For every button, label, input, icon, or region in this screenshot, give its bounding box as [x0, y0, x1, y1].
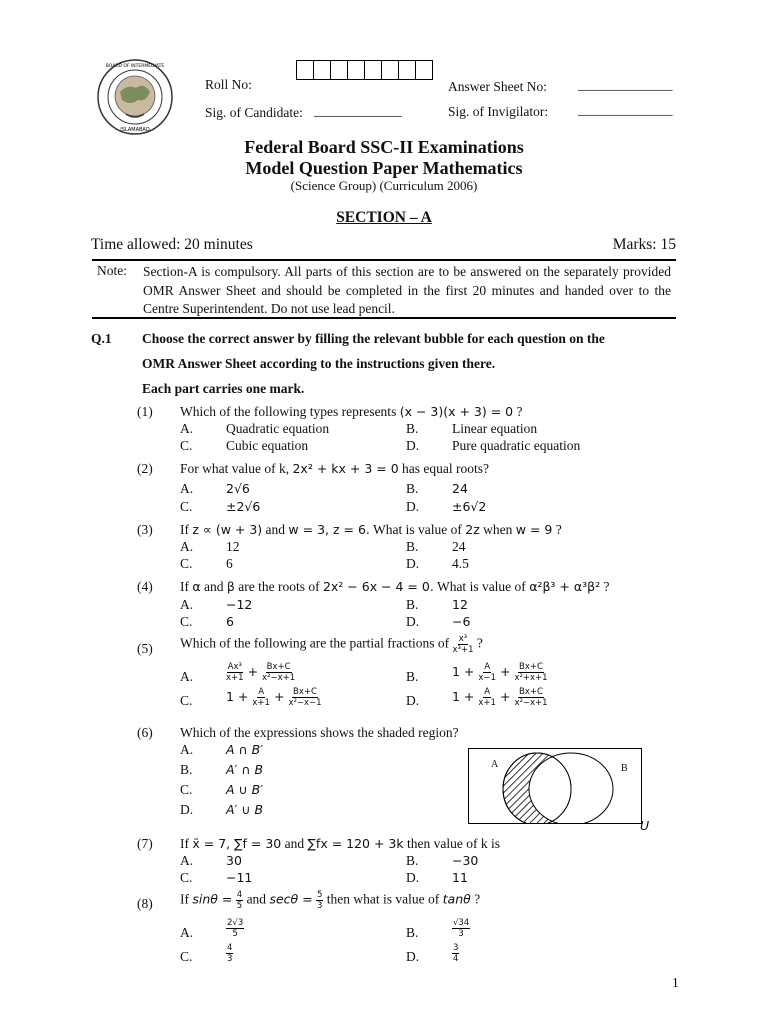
paper-title: Model Question Paper Mathematics [245, 158, 523, 178]
option-letter: C. [180, 870, 193, 885]
option-letter: D. [406, 693, 420, 708]
sig-candidate-blank[interactable]: _____________ [314, 103, 402, 118]
note-label: Note: [97, 263, 127, 278]
option-c: $\frac{4}{3}$ [227, 943, 233, 964]
option-c: 6 [226, 556, 233, 571]
q-text: For what value of k, 2x² + kx + 3 = 0 has equal roots? [180, 461, 490, 476]
option-a: Quadratic equation [226, 421, 330, 436]
option-b: A′ ∩ B [226, 762, 264, 777]
q-number: (4) [137, 579, 153, 594]
option-d: ±6√2 [452, 499, 487, 514]
option-letter: B. [406, 421, 419, 436]
universal-set-label: U [640, 818, 650, 833]
option-letter: D. [180, 802, 194, 817]
venn-label-a: A [491, 759, 499, 770]
option-letter: A. [180, 742, 194, 757]
option-c: Cubic equation [226, 438, 309, 453]
answer-sheet-blank[interactable]: ______________ [578, 77, 673, 92]
option-c: ±2√6 [226, 499, 261, 514]
option-letter: A. [180, 669, 194, 684]
option-letter: D. [406, 438, 420, 453]
q-text: Which of the following types represents (x − 3)(x + 3) = 0 ? [180, 404, 523, 419]
instruction-line-1: Choose the correct answer by filling the relevant bubble for each question on the [142, 331, 605, 346]
q-number: (8) [137, 896, 153, 911]
sig-candidate-label: Sig. of Candidate: [205, 105, 303, 120]
option-letter: C. [180, 949, 193, 964]
option-a: $\frac{\text{Ax³}}{x+1}$ + $\frac{Bx+C}{\text{x²−x+1}}$ [226, 662, 296, 683]
option-b: 24 [452, 539, 466, 554]
sig-invigilator-blank[interactable]: ______________ [578, 102, 673, 117]
option-b: $\frac{√34}{3}$ [453, 918, 470, 939]
venn-diagram [468, 748, 642, 824]
option-d: 4.5 [452, 556, 469, 571]
q-number: (6) [137, 725, 153, 740]
option-letter: C. [180, 438, 193, 453]
q-text: If sinθ = $\frac{4}{5}$ and secθ = $\frac{5}{3}$ then what is value of tanθ ? [180, 890, 481, 911]
option-d: Pure quadratic equation [452, 438, 581, 453]
option-letter: A. [180, 481, 194, 496]
option-letter: C. [180, 693, 193, 708]
q-number: (1) [137, 404, 153, 419]
option-letter: B. [180, 762, 193, 777]
option-letter: D. [406, 614, 420, 629]
option-letter: A. [180, 925, 194, 940]
option-letter: D. [406, 870, 420, 885]
q-text: If x̄ = 7, ∑f = 30 and ∑fx = 120 + 3k then value of k is [180, 836, 500, 851]
exam-title: Federal Board SSC-II Examinations [244, 137, 524, 157]
instruction-line-2: OMR Answer Sheet according to the instructions given there. [142, 356, 496, 371]
option-b: Linear equation [452, 421, 538, 436]
option-letter: C. [180, 782, 193, 797]
option-letter: B. [406, 481, 419, 496]
time-allowed: Time allowed: 20 minutes [91, 236, 253, 253]
q-text: If z ∝ (w + 3) and w = 3, z = 6. What is value of 2z when w = 9 ? [180, 522, 562, 537]
q-number: (2) [137, 461, 153, 476]
option-letter: D. [406, 499, 420, 514]
q-text: If α and β are the roots of 2x² − 6x − 4 = 0. What is value of α²β³ + α³β² ? [180, 579, 610, 594]
option-letter: B. [406, 669, 419, 684]
q-text: Which of the following are the partial fractions of $\frac{\text{x³}}{\text{x³+1}}$ ? [180, 634, 483, 655]
option-a: A ∩ B′ [226, 742, 264, 757]
sig-invigilator-label: Sig. of Invigilator: [448, 104, 549, 119]
option-c: A ∪ B′ [226, 782, 264, 797]
q-number: (3) [137, 522, 153, 537]
option-letter: B. [406, 597, 419, 612]
option-letter: A. [180, 853, 194, 868]
option-letter: A. [180, 539, 194, 554]
roll-no-boxes[interactable] [296, 60, 433, 80]
total-marks: Marks: 15 [612, 236, 676, 253]
group-subtitle: (Science Group) (Curriculum 2006) [290, 178, 478, 193]
section-heading: SECTION – A [336, 209, 432, 226]
option-a: 2√6 [226, 481, 250, 496]
option-b: 24 [452, 481, 468, 496]
q-number: (5) [137, 641, 153, 656]
option-d: $\frac{3}{4}$ [453, 943, 459, 964]
q-text: Which of the expressions shows the shaded region? [180, 725, 459, 740]
answer-sheet-label: Answer Sheet No: [448, 79, 547, 94]
option-letter: D. [406, 556, 420, 571]
page-number: 1 [672, 975, 679, 990]
option-letter: A. [180, 597, 194, 612]
option-letter: A. [180, 421, 194, 436]
option-d: −6 [452, 614, 471, 629]
option-d: 1 + $\frac{A}{x+1}$ + $\frac{Bx+C}{\text{x²−x+1}}$ [452, 687, 548, 708]
option-letter: C. [180, 614, 193, 629]
option-a: 30 [226, 853, 242, 868]
option-c: 1 + $\frac{A}{x+1}$ + $\frac{Bx+C}{\text{x²−x−1}}$ [226, 687, 322, 708]
option-d: A′ ∪ B [226, 802, 264, 817]
option-b: 12 [452, 597, 468, 612]
svg-text:ISLAMABAD: ISLAMABAD [120, 127, 150, 133]
option-d: 11 [452, 870, 468, 885]
instruction-line-3: Each part carries one mark. [142, 381, 305, 396]
option-a: 12 [226, 539, 240, 554]
option-letter: C. [180, 556, 193, 571]
svg-text:BOARD OF INTERMEDIATE: BOARD OF INTERMEDIATE [105, 64, 165, 69]
roll-no-label: Roll No: [205, 77, 252, 92]
divider-bottom [92, 317, 676, 319]
option-b: −30 [452, 853, 479, 868]
question-number: Q.1 [91, 331, 112, 346]
option-letter: D. [406, 949, 420, 964]
option-letter: B. [406, 925, 419, 940]
option-b: 1 + $\frac{A}{x-1}$ + $\frac{Bx+C}{\text{x²+x+1}}$ [452, 662, 548, 683]
option-c: −11 [226, 870, 253, 885]
option-letter: B. [406, 853, 419, 868]
option-c: 6 [226, 614, 234, 629]
board-seal-logo [96, 58, 174, 136]
note-text: Section-A is compulsory. All parts of this section are to be answered on the separately provided OMR Answer Sheet and should be completed in the first 20 minutes and handed over to the Centre Superintendent. Do not use lead pencil. [143, 264, 671, 316]
venn-label-b: B [621, 763, 628, 774]
divider-top [92, 259, 676, 261]
q-number: (7) [137, 836, 153, 851]
option-a: −12 [226, 597, 253, 612]
option-a: $\frac{2√3}{5}$ [227, 918, 244, 939]
option-letter: B. [406, 539, 419, 554]
option-letter: C. [180, 499, 193, 514]
